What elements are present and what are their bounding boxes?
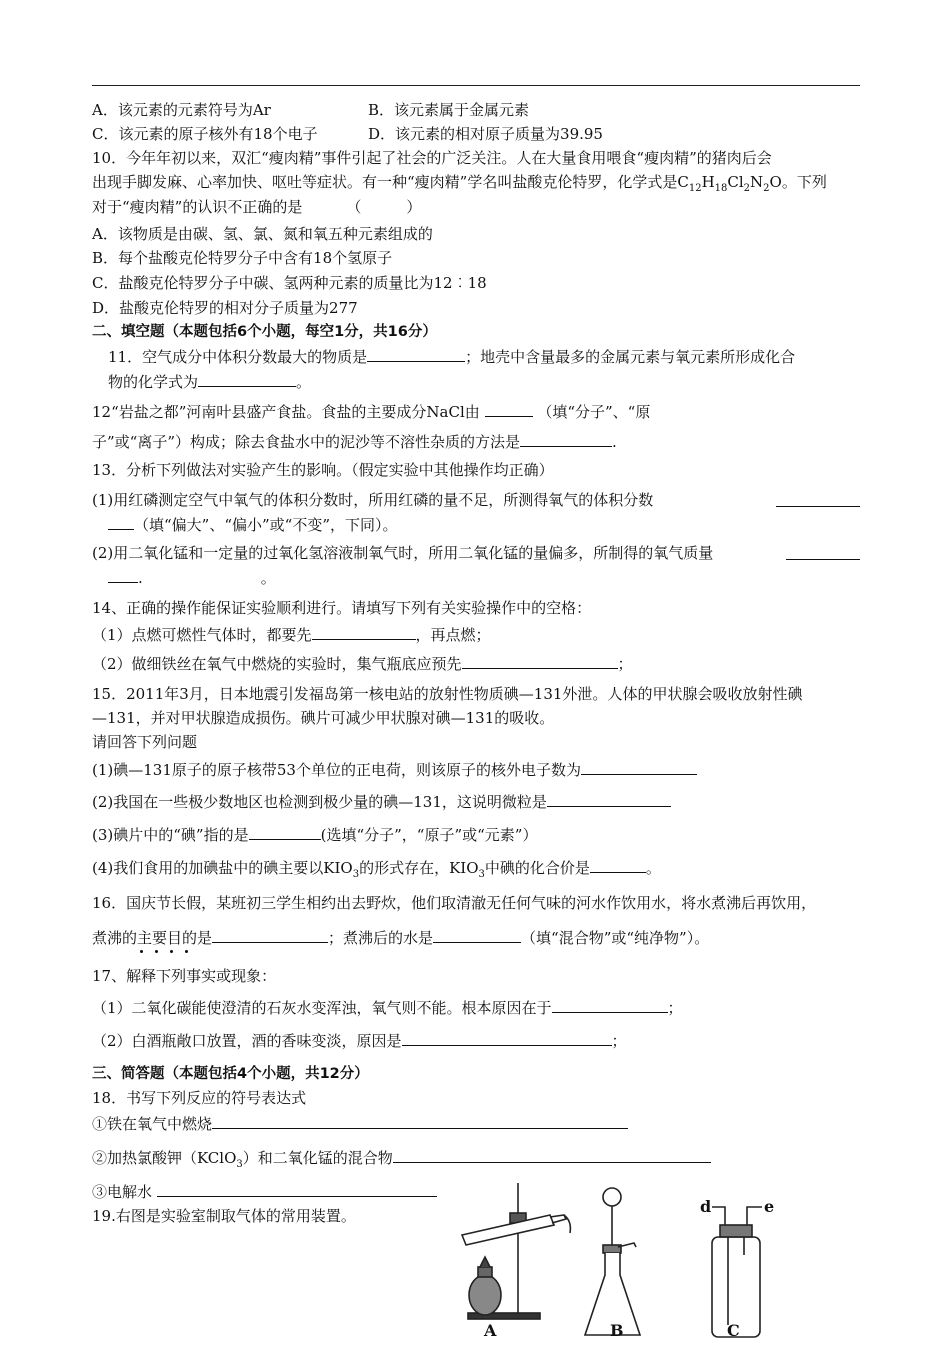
q16-blank-1[interactable] — [212, 928, 328, 943]
apparatus-b — [585, 1188, 640, 1335]
q17-s2: （2）白酒瓶敞口放置，酒的香味变淡，原因是 ； — [92, 1032, 627, 1050]
q18-title: 18．书写下列反应的符号表达式 — [92, 1089, 307, 1107]
section3-title: 三、简答题（本题包括4个小题，共12分） — [92, 1066, 369, 1082]
q15-blank-1[interactable] — [581, 760, 697, 775]
q14-title: 14、正确的操作能保证实验顺利进行。请填写下列有关实验操作中的空格： — [92, 599, 592, 617]
q13-blank-1a[interactable] — [776, 492, 860, 507]
q19-text: 19.右图是实验室制取气体的常用装置。 — [92, 1207, 356, 1225]
q10-line2: 出现手脚发麻、心率加快、呕吐等症状。有一种“瘦肉精”学名叫盐酸克伦特罗，化学式是$C_{12}H_{18}Cl_2N_2O$。下列 — [92, 173, 827, 194]
q14-blank-2[interactable] — [462, 654, 618, 669]
q10-formula: $C_{12}H_{18}Cl_2N_2O$ — [677, 173, 782, 194]
q13-s1-line1: (1)用红磷测定空气中氧气的体积分数时，所用红磷的量不足，所测得氧气的体积分数 — [92, 491, 654, 509]
q17-blank-2[interactable] — [402, 1031, 612, 1046]
q15-blank-3[interactable] — [249, 825, 321, 840]
q17-blank-1[interactable] — [552, 998, 668, 1013]
q17-s1: （1）二氧化碳能使澄清的石灰水变浑浊，氧气则不能。根本原因在于 ； — [92, 999, 683, 1017]
q15-s2: (2)我国在一些极少数地区也检测到极少量的碘—131，这说明微粒是 — [92, 792, 671, 812]
q16-line1: 16．国庆节长假，某班初三学生相约出去野炊，他们取清澈无任何气味的河水作饮用水，将水煮沸后再饮用， — [92, 894, 817, 912]
q15-blank-4[interactable] — [590, 858, 646, 873]
q13-title: 13．分析下列做法对实验产生的影响。（假定实验中其他操作均正确） — [92, 461, 554, 479]
q13-s2-line2: . 。 — [108, 568, 276, 588]
q15-line2: —131，并对甲状腺造成损伤。碘片可减少甲状腺对碘—131的吸收。 — [92, 709, 555, 727]
q15-s1: (1)碘—131原子的原子核带53个单位的正电荷，则该原子的核外电子数为 — [92, 760, 697, 780]
q18-s3: ③电解水 — [92, 1182, 437, 1202]
q15-s3: (3)碘片中的“碘”指的是 (选填“分子”，“原子”或“元素”） — [92, 826, 538, 844]
q13-blank-1b[interactable] — [108, 515, 134, 530]
q10-option-c: C．盐酸克伦特罗分子中碳、氢两种元素的质量比为12︰18 — [92, 274, 487, 292]
q12-blank-2[interactable] — [520, 432, 612, 447]
apparatus-label-c: C — [727, 1321, 740, 1340]
apparatus-label-a: A — [484, 1321, 497, 1340]
q18-s2: ②加热氯酸钾（KClO$_3$）和二氧化锰的混合物 — [92, 1148, 711, 1175]
q12-line1: 12“岩盐之都”河南叶县盛产食盐。食盐的主要成分NaCl由 （填“分子”、“原 — [92, 403, 651, 421]
q10-option-a: A．该物质是由碳、氢、氯、氮和氧五种元素组成的 — [92, 225, 433, 243]
q9-option-b: B．该元素属于金属元素 — [368, 101, 530, 119]
q13-s1-line2: （填“偏大”、“偏小”或“不变”，下同）。 — [108, 515, 398, 535]
section2-title: 二、填空题（本题包括6个小题，每空1分，共16分） — [92, 324, 437, 340]
emphasis-dot — [140, 950, 143, 953]
port-label-d: d — [700, 1197, 712, 1216]
q13-s2-line1: (2)用二氧化锰和一定量的过氧化氢溶液制氧气时，所用二氧化锰的量偏多，所制得的氧气质量 — [92, 544, 714, 562]
emphasis-dot — [170, 950, 173, 953]
q12-blank-1[interactable] — [485, 402, 533, 417]
apparatus-label-b: B — [610, 1321, 624, 1340]
q13-blank-2a[interactable] — [786, 545, 860, 560]
apparatus-c — [712, 1207, 762, 1337]
apparatus-figure — [440, 1175, 800, 1344]
q11-blank-2[interactable] — [198, 372, 296, 387]
q14-s1: （1）点燃可燃性气体时，都要先 ，再点燃； — [92, 626, 491, 644]
apparatus-drawing — [440, 1175, 800, 1344]
emphasis-dot — [185, 950, 188, 953]
q15-blank-2[interactable] — [547, 792, 671, 807]
q14-s2: （2）做细铁丝在氧气中燃烧的实验时，集气瓶底应预先 ； — [92, 655, 633, 673]
q15-s4: (4)我们食用的加碘盐中的碘主要以$KIO_3$的形式存在，$KIO_3$中碘的化合价是 。 — [92, 859, 661, 880]
q18-blank-3[interactable] — [157, 1182, 437, 1197]
emphasis-dot — [155, 950, 158, 953]
q18-s1: ①铁在氧气中燃烧 — [92, 1114, 628, 1134]
q9-option-a: A．该元素的元素符号为Ar — [92, 101, 271, 119]
q17-title: 17、解释下列事实或现象： — [92, 967, 277, 985]
port-label-e: e — [764, 1197, 775, 1216]
q9-option-c: C．该元素的原子核外有18个电子 — [92, 125, 318, 143]
q11-line1: 11．空气成分中体积分数最大的物质是 ；地壳中含量最多的金属元素与氧元素所形成化合 — [108, 348, 796, 366]
q16-blank-2[interactable] — [433, 928, 521, 943]
q11-line2: 物的化学式为 。 — [108, 373, 312, 391]
q10-option-d: D．盐酸克伦特罗的相对分子质量为277 — [92, 299, 358, 317]
q10-line3: 对于“瘦肉精”的认识不正确的是 （ ） — [92, 198, 422, 216]
q14-blank-1[interactable] — [312, 625, 416, 640]
q16-line2: 煮沸的主要目的是 ；煮沸后的水是 （填“混合物”或“纯净物”）。 — [92, 929, 710, 947]
header-rule — [92, 85, 860, 86]
q13-blank-2b[interactable] — [108, 568, 138, 583]
q10-option-b: B．每个盐酸克伦特罗分子中含有18个氢原子 — [92, 249, 393, 267]
q9-option-d: D．该元素的相对原子质量为39.95 — [368, 125, 603, 143]
q12-line2: 子”或“离子”）构成；除去食盐水中的泥沙等不溶性杂质的方法是 . — [92, 433, 617, 451]
apparatus-a — [462, 1183, 570, 1319]
q15-line1: 15．2011年3月，日本地震引发福岛第一核电站的放射性物质碘—131外泄。人体的甲状腺会吸收放射性碘 — [92, 685, 803, 703]
q10-line1: 10．今年年初以来，双汇“瘦肉精”事件引起了社会的广泛关注。人在大量食用喂食“瘦肉精”的猪肉后会 — [92, 149, 772, 167]
q18-blank-2[interactable] — [393, 1148, 711, 1163]
q18-blank-1[interactable] — [212, 1114, 628, 1129]
q15-line3: 请回答下列问题 — [92, 733, 198, 751]
q11-blank-1[interactable] — [367, 347, 465, 362]
answer-paren: （ ） — [346, 198, 422, 216]
